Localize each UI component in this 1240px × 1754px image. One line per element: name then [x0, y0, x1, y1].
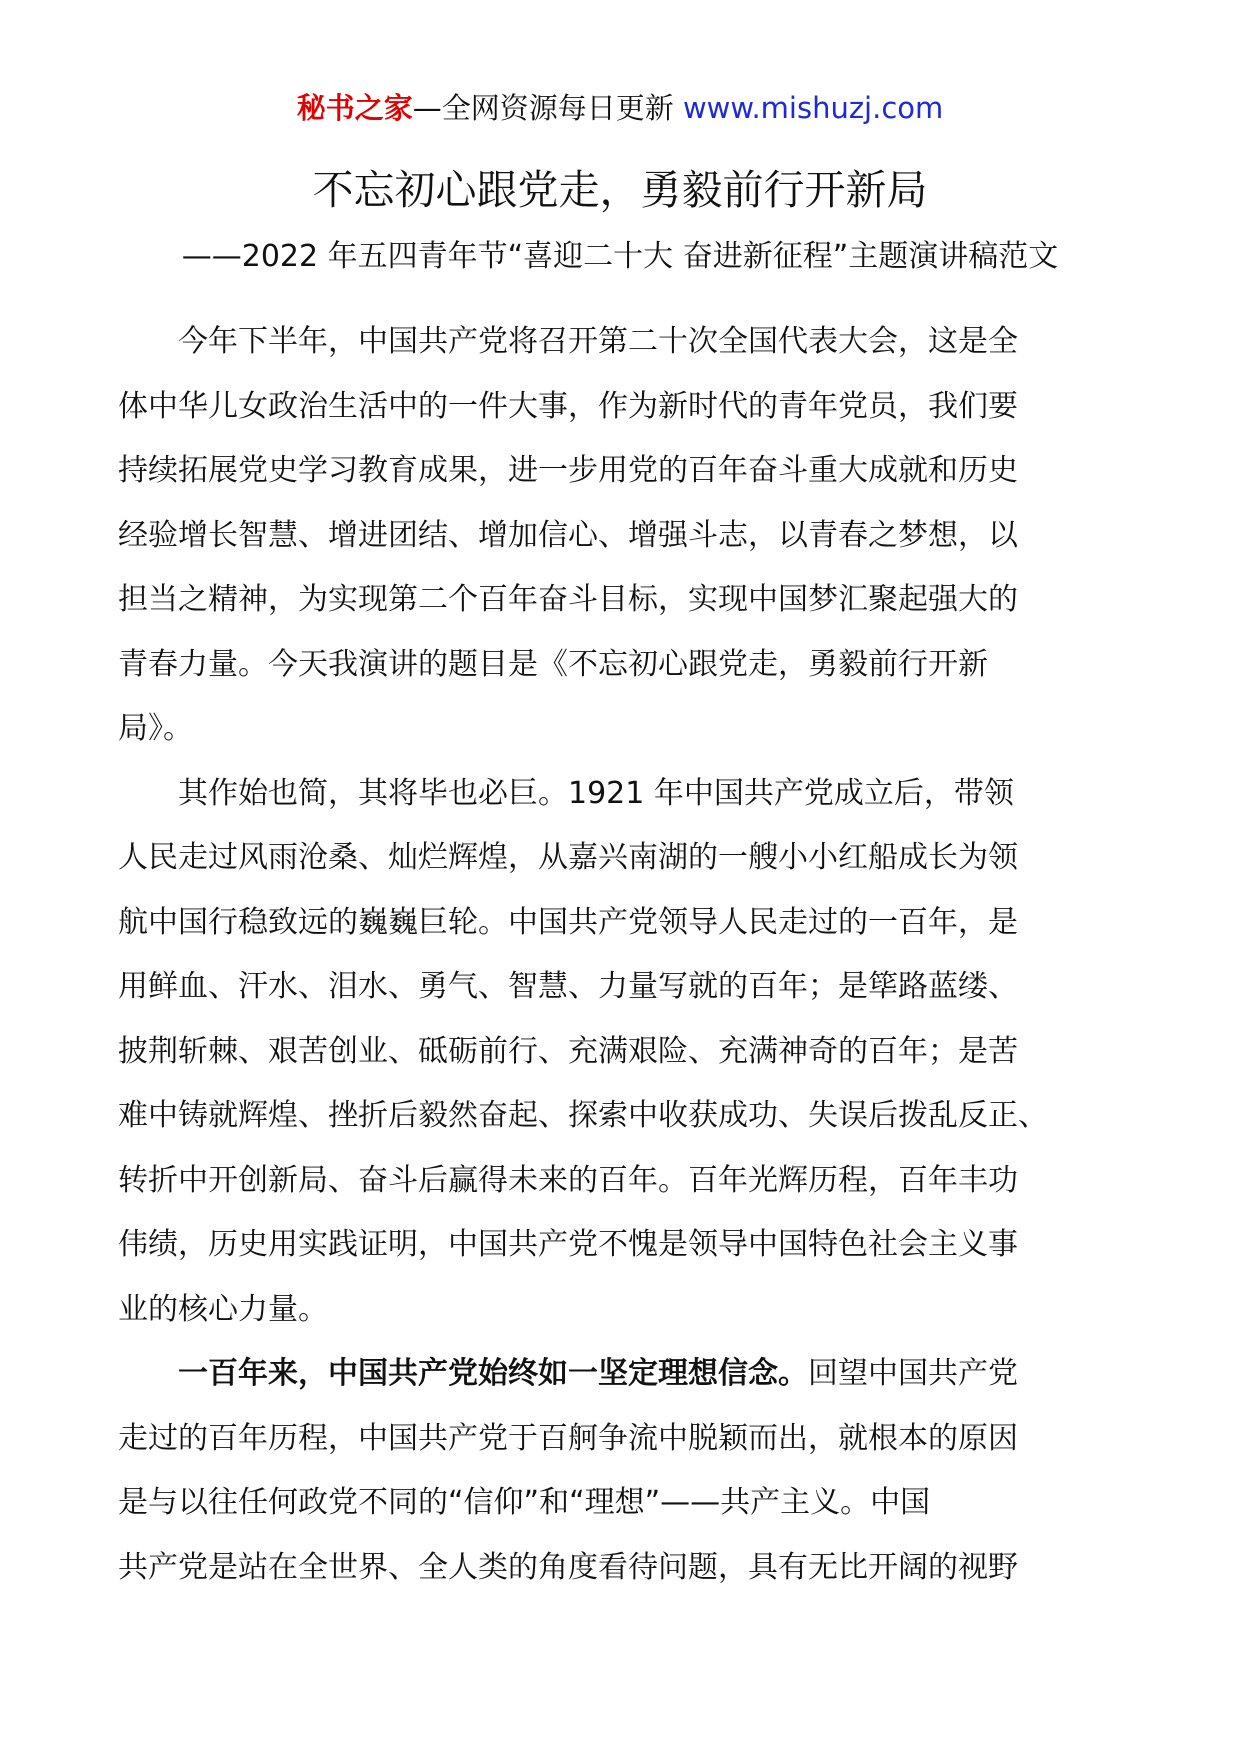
- text-line: 披荆斩棘、艰苦创业、砥砺前行、充满艰险、充满神奇的百年；是苦: [118, 1033, 1018, 1069]
- paragraph-2: [118, 762, 1128, 1343]
- bold-lead-sentence: 一百年来，中国共产党始终如一坚定理想信念。: [178, 1356, 808, 1391]
- paragraph-1: [118, 310, 1128, 762]
- site-url-link[interactable]: www.mishuzj.com: [682, 91, 944, 125]
- text-line: 今年下半年，中国共产党将召开第二十次全国代表大会，这是全: [178, 324, 1018, 359]
- text-line: 航中国行稳致远的巍巍巨轮。中国共产党领导人民走过的一百年，是: [118, 904, 1018, 940]
- text-line: 经验增长智慧、增进团结、增加信心、增强斗志，以青春之梦想，以: [118, 517, 1018, 553]
- document-subtitle: ——2022 年五四青年节“喜迎二十大 奋进新征程”主题演讲稿范文: [181, 239, 1059, 274]
- text-line: 青春力量。今天我演讲的题目是《不忘初心跟党走，勇毅前行开新: [118, 646, 988, 682]
- text-line: 人民走过风雨沧桑、灿烂辉煌，从嘉兴南湖的一艘小小红船成长为领: [118, 840, 1018, 875]
- site-header: [0, 88, 1240, 128]
- text-line-lead: [118, 1342, 1128, 1407]
- text-line: 走过的百年历程，中国共产党于百舸争流中脱颖而出，就根本的原因: [118, 1420, 1018, 1456]
- text-line: 转折中开创新局、奋斗后赢得未来的百年。百年光辉历程，百年丰功: [118, 1162, 1018, 1198]
- text-line: 其作始也简，其将毕也必巨。1921 年中国共产党成立后，带领: [178, 775, 1014, 811]
- text-line: 难中铸就辉煌、挫折后毅然奋起、探索中收获成功、失误后拨乱反正、: [118, 1098, 1048, 1133]
- text-line: 局》。: [118, 711, 193, 746]
- document-title: 不忘初心跟党走，勇毅前行开新局: [312, 166, 928, 214]
- brand-name: 秘书之家: [296, 91, 413, 125]
- text-line: 担当之精神，为实现第二个百年奋斗目标，实现中国梦汇聚起强大的: [118, 582, 1018, 617]
- lead-continuation: 回望中国共产党: [808, 1356, 1018, 1391]
- text-line: 体中华儿女政治生活中的一件大事，作为新时代的青年党员，我们要: [118, 388, 1018, 424]
- paragraph-3: [118, 1342, 1128, 1600]
- text-line: 伟绩，历史用实践证明，中国共产党不愧是领导中国特色社会主义事: [118, 1227, 1018, 1262]
- text-line: 是与以往任何政党不同的“信仰”和“理想”——共产主义。中国: [118, 1485, 931, 1520]
- header-tagline: —全网资源每日更新: [412, 91, 683, 125]
- text-line: 共产党是站在全世界、全人类的角度看待问题，具有无比开阔的视野: [118, 1549, 1018, 1585]
- text-line: 业的核心力量。: [118, 1291, 328, 1327]
- document-body: [118, 310, 1128, 1600]
- text-line: 用鲜血、汗水、泪水、勇气、智慧、力量写就的百年；是筚路蓝缕、: [118, 969, 1018, 1004]
- text-line: 持续拓展党史学习教育成果，进一步用党的百年奋斗重大成就和历史: [118, 453, 1018, 488]
